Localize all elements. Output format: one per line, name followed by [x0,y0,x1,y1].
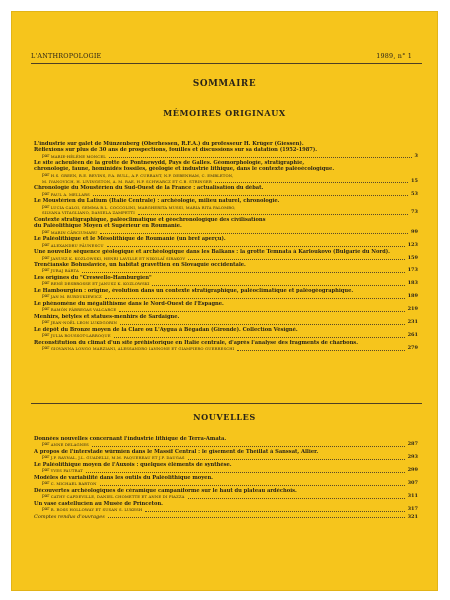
par-label: par [42,481,50,487]
toc-entry[interactable] [34,249,418,261]
author-line [34,455,418,461]
par-label: par [42,191,50,197]
par-label: par [42,294,50,300]
toc-entry[interactable] [34,236,418,248]
issue-label: 1989, n° 1 [376,52,412,60]
comptes-rendus-label: Comptes rendus d'ouvrages [34,513,105,520]
author-line [34,210,418,216]
author-names: YVES PAUTRAT [50,468,83,474]
page-number: 123 [407,241,418,248]
page-number: 311 [407,493,418,500]
page-number: 287 [407,441,418,448]
author-line [34,320,418,326]
leader-dots [119,311,404,312]
author-names: LUCIA CALOI, GEMMA B.L. COCCOLINI, MARGHERITA MUSSI, MARIA RITA PALOMBO, [50,204,236,210]
page-number: 15 [411,177,418,184]
toc-entry[interactable] [34,217,418,235]
toc-entry[interactable] [34,160,418,184]
par-label: par [42,281,50,287]
par-label: par [42,455,50,461]
par-label: par [42,333,50,339]
journal-cover [11,11,438,591]
nouvelles-block [34,436,418,520]
leader-dots [114,337,405,338]
article-title: Un vase castellucien au Musée de Princeton. [34,500,163,507]
author-line [34,154,418,160]
author-names: M. IVANOVICH, H. LIVINGSTON, A. M. RAE, H.P. SCHWARCZ ET C.B. STRINGER [42,178,212,184]
author-line [34,481,418,487]
comptes-rendus-entry[interactable] [34,514,418,520]
par-label: par [42,172,50,178]
toc-entry[interactable] [34,340,418,352]
par-label: par [42,346,50,352]
section-rule [31,403,422,404]
author-line [34,281,418,287]
leader-dots [237,350,404,351]
author-names: H.S. GREEN, R.E. BEVINS, P.A. BULL, A.P. CURRANT, N.P. DEBENHAM, C. EMBLETON, [50,172,234,178]
article-title: Le site acheuléen de la grotte de Pontnewydd, Pays de Galles. Géomorphologie, stratigraphie, [34,160,305,167]
par-label: par [42,307,50,313]
author-names: ANNE DELAGNES [50,442,89,448]
nouvelles-title: NOUVELLES [193,412,256,422]
par-label: par [42,507,50,513]
leader-dots [105,298,405,299]
par-label: par [42,204,50,210]
leader-dots [188,259,404,260]
author-names: JEAN-NOËL LEON LUKDGORIN [50,320,118,326]
page-number: 53 [411,190,418,197]
author-line [34,494,418,500]
leader-dots [108,517,405,518]
leader-dots [145,511,404,512]
toc-entry[interactable] [34,262,418,274]
leader-dots [215,182,408,183]
author-line [34,468,418,474]
leader-dots [86,472,405,473]
leader-dots [93,195,408,196]
leader-dots [188,498,405,499]
leader-dots [100,485,405,486]
author-line [34,230,418,236]
leader-dots [82,272,405,273]
toc-entry[interactable] [34,449,418,461]
toc-entry[interactable] [34,288,418,300]
journal-name: L'ANTHROPOLOGIE [31,52,102,60]
article-title: Le Paléolithique et le Mésolithique de Roumanie (un bref aperçu). [34,236,226,243]
author-names: GIOVANNA LONGO MARZIANI, ALESSANDRO IANNONE ET GIAMPIERO GUERRESCHI [50,346,235,352]
article-title: Le Hambourgien : origine, évolution dans un contexte stratigraphique, paléoclimatique et paléogéographique. [34,288,354,295]
leader-dots [109,157,412,158]
author-line [34,333,418,339]
toc-entry[interactable] [34,198,418,216]
toc-entry[interactable] [34,488,418,500]
author-line [34,294,418,300]
leader-dots [188,459,405,460]
sommaire-title: SOMMAIRE [192,79,257,89]
author-line [34,442,418,448]
article-title: Chronologie du Moustérien du Sud-Ouest de la France : actualisation du débat. [34,185,264,192]
toc-entry[interactable] [34,141,418,159]
article-title: Réflexions sur plus de 30 ans de prospections, fouilles et discussions sur sa datation (1952-1987). [34,147,318,154]
article-title: Le dépôt du Bronze moyen de la Clare ou L'Aygua à Bégadan (Gironde). Collection Vésigné. [34,327,298,333]
article-title: Les origines du "Creswello-Hamburgien" [34,275,152,282]
page-number: 307 [407,480,418,487]
author-names: J.P. RAYNAL, J.L. GUADELLI, M.M. PAQUEREAU ET J.P. DAUGAS [50,455,185,461]
author-names: R. ROSS HOLLOWAY ET SUSAN S. LUKESH [50,507,143,513]
author-line [34,243,418,249]
article-title: L'industrie sur galet de Münzenberg (Oberhessen, R.F.A.) du professeur H. Krüger (Giessen). [34,141,304,147]
page-number: 293 [407,454,418,461]
author-names: SILVANA VITAGLIANO, DANIELA ZAMPETTI [42,210,135,216]
par-label: par [42,255,50,261]
article-title: Le Moustérien du Latium (Italie Centrale) : archéologie, milieu naturel, chronologie. [34,198,280,205]
article-title: À propos de l'interstade würmien dans le Massif Central : le gisement de Theillat à Sanssat, Allier. [34,448,319,455]
author-names: C. MICHAEL BARTON [50,481,97,487]
author-line [34,268,418,274]
article-title: Trenčianske Bohuslavice, un habitat gravettien en Slovaquie occidentale. [34,262,246,269]
page-number: 317 [407,506,418,513]
author-names: CATHY CAPDEVILLE, DANIEL CHOMETTE ET ANNE DI PIAZZA [50,494,185,500]
article-title: Une nouvelle séquence géologique et archéologique dans les Balkans : la grotte Temnata à Karloukovo (Bulgarie du Nord). [34,249,390,256]
header-rule [31,63,422,64]
article-title: Modèles de variabilité dans les outils du Paléolithique moyen. [34,474,213,481]
author-names: JURAJ BÁRTA [50,268,79,274]
par-label: par [42,268,50,274]
nouvelles-list [34,436,418,513]
article-title: Découvertes archéologiques de céramique campaniforme sur le haut du plateau ardéchois. [34,487,297,494]
page-number: 73 [411,209,418,216]
author-names: PAUL A. MELLARS [50,191,90,197]
author-names: ALEXANDRU PĂUNESCU [50,242,104,248]
par-label: par [42,468,50,474]
author-names: JANUSZ K. KOZLOWSKI, HENRI LAVILLE ET NIKOLAÏ SIRAKOV [50,255,186,261]
author-line [34,307,418,313]
memoires-list [34,141,418,353]
author-names: JULIA ROUSSOT-LARROQUE [50,333,111,339]
page-number: 99 [411,228,418,235]
leader-dots [120,324,404,325]
par-label: par [42,442,50,448]
toc-entry[interactable] [34,314,418,326]
leader-dots [138,214,408,215]
leader-dots [152,285,404,286]
author-names: MARIN CÂRCIUMARU [50,229,98,235]
memoires-title: MÉMOIRES ORIGINAUX [163,108,286,118]
article-title: chronologie, faune, hominidés fossiles, géologie et industrie lithique, dans le contexte paléoécologique. [34,166,335,173]
article-title: Le Paléolithique moyen de l'Auxois : quelques éléments de synthèse. [34,461,232,468]
page-number: 183 [407,280,418,287]
toc-entry[interactable] [34,462,418,474]
author-line [34,192,418,198]
page-number: 299 [407,467,418,474]
par-label: par [42,153,50,159]
toc-entry[interactable] [34,301,418,313]
article-title: Le phénomène du mégalithisme dans le Nord-Ouest de l'Espagne. [34,301,224,308]
author-line [34,346,418,352]
toc-entry[interactable] [34,436,418,448]
page-number: 321 [407,513,418,520]
author-line [34,507,418,513]
author-line [34,256,418,262]
page-number: 3 [414,152,418,159]
par-label: par [42,242,50,248]
author-names: RAMÓN FÁBREGAS VALCARCE [50,307,117,313]
leader-dots [92,446,405,447]
author-names: JAN M. BURDUKIEWICZ [50,294,102,300]
toc-entry[interactable] [34,275,418,287]
author-line [34,179,418,185]
par-label: par [42,320,50,326]
page-number: 159 [407,254,418,261]
author-names: RENÉ DESBROSSE ET JANUSZ K. KOZLOWSKI [50,281,150,287]
leader-dots [107,246,405,247]
toc-entry[interactable] [34,327,418,339]
article-title: Menhirs, bétyles et statues-menhirs de Sardaigne. [34,314,180,321]
par-label: par [42,229,50,235]
page-number: 173 [407,267,418,274]
toc-entry[interactable] [34,501,418,513]
article-title: Données nouvelles concernant l'industrie lithique de Terra-Amata. [34,436,227,442]
article-title: Contexte stratigraphique, paléoclimatique et géochronologique des civilisations [34,217,266,224]
leader-dots [100,233,408,234]
page-number: 279 [407,345,418,352]
page-number: 231 [407,319,418,326]
par-label: par [42,494,50,500]
article-title: Reconstitution du climat d'un site préhistorique en Italie centrale, d'après l'analyse des fragments de charbons. [34,339,358,346]
author-names: MARIE-HÉLÈNE MONCEL [50,153,106,159]
page-number: 261 [407,332,418,339]
running-header [31,52,418,60]
page-number: 189 [407,293,418,300]
toc-entry[interactable] [34,185,418,197]
toc-entry[interactable] [34,475,418,487]
page-number: 219 [407,306,418,313]
article-title: du Paléolithique Moyen et Supérieur en Roumanie. [34,223,182,230]
